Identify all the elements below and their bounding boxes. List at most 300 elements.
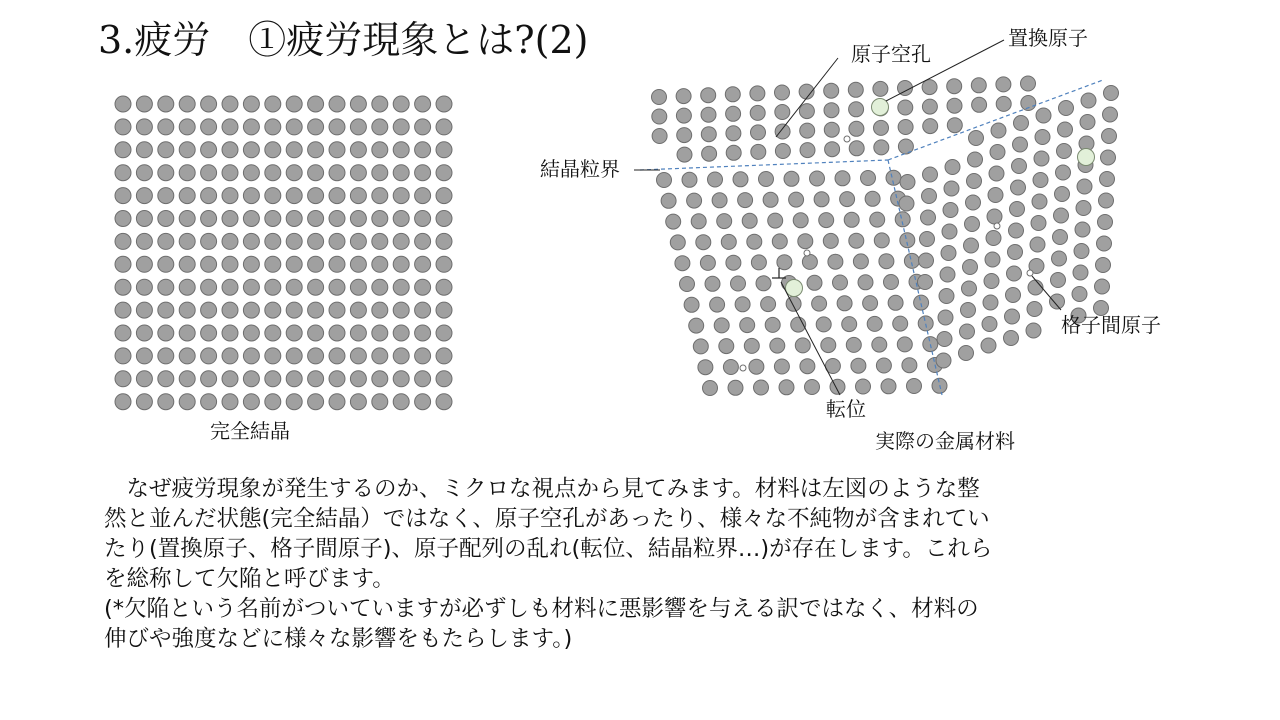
atom [329,233,345,249]
atom [415,165,431,181]
atom [1058,122,1073,137]
atom [922,99,937,114]
atom [844,212,859,227]
atom [201,211,217,227]
atom [947,118,962,133]
atom [870,212,885,227]
atom [1027,302,1042,317]
atom [201,348,217,364]
atom [775,124,790,139]
atom [1009,223,1024,238]
atom [1102,129,1117,144]
atom [436,371,452,387]
atom [840,192,855,207]
atom [1059,101,1074,116]
atom [158,348,174,364]
atom [393,211,409,227]
atom [308,233,324,249]
atom [947,98,962,113]
atom [329,211,345,227]
atom [243,371,259,387]
atom [393,302,409,318]
atom [436,279,452,295]
atom [393,96,409,112]
atom [1077,179,1092,194]
atom [286,279,302,295]
atom [415,119,431,135]
atom [1101,150,1116,165]
atom [807,275,822,290]
atom [1005,309,1020,324]
atom [1011,180,1026,195]
atom [988,188,1003,203]
atom [415,325,431,341]
atom [750,86,765,101]
atom [329,348,345,364]
atom [243,394,259,410]
atom [770,338,785,353]
perfect-crystal-lattice [115,96,452,410]
atom [1081,93,1096,108]
atom [1053,230,1068,245]
atom [723,360,738,375]
atom [329,142,345,158]
atom [661,193,676,208]
atom [923,119,938,134]
atom [996,77,1011,92]
atom [1010,202,1025,217]
atom [898,100,913,115]
atom [308,119,324,135]
atom [701,127,716,142]
atom [350,142,366,158]
atom [308,142,324,158]
atom [243,233,259,249]
atom [691,214,706,229]
atom [115,96,131,112]
atom [136,256,152,272]
atom [1008,245,1023,260]
atom [1054,208,1069,223]
atom [940,267,955,282]
atom [714,318,729,333]
atom [350,302,366,318]
atom [372,211,388,227]
atom [816,317,831,332]
atom [308,256,324,272]
atom [996,96,1011,111]
atom [286,188,302,204]
atom [937,332,952,347]
atom [846,337,861,352]
atom [350,279,366,295]
atom [115,165,131,181]
atom [824,103,839,118]
atom [136,371,152,387]
atom [243,302,259,318]
atom [350,371,366,387]
atom [960,324,975,339]
atom [265,142,281,158]
atom [725,87,740,102]
atom [750,105,765,120]
atom [965,217,980,232]
atom [810,171,825,186]
atom [777,255,792,270]
atom [765,317,780,332]
atom [415,233,431,249]
atom [828,254,843,269]
atom [329,165,345,181]
atom [768,213,783,228]
atom [265,188,281,204]
atom [733,172,748,187]
atom [179,96,195,112]
atom [286,394,302,410]
atom [964,238,979,253]
atom [830,379,845,394]
explanation-line: なぜ疲労現象が発生するのか、ミクロな視点から見てみます。材料は左図のような整 [104,476,980,502]
explanation-text [104,474,1174,654]
atom [222,256,238,272]
atom [115,256,131,272]
atom [222,371,238,387]
atom [702,146,717,161]
atom [158,142,174,158]
atom [179,211,195,227]
atom [372,348,388,364]
atom [415,188,431,204]
atom [329,371,345,387]
atom [1072,287,1087,302]
atom [393,142,409,158]
atom [984,274,999,289]
atom [265,348,281,364]
atom [652,90,667,105]
atom [749,359,764,374]
atom [1076,201,1091,216]
atom [286,325,302,341]
atom [286,302,302,318]
atom [941,246,956,261]
atom [824,122,839,137]
atom [874,140,889,155]
atom [201,233,217,249]
atom [701,88,716,103]
atom [393,325,409,341]
atom [243,325,259,341]
atom [943,203,958,218]
atom [921,210,936,225]
atom [814,192,829,207]
atom [136,302,152,318]
atom [179,279,195,295]
atom [243,211,259,227]
explanation-line: 然と並んだ状態(完全結晶）ではなく、原子空孔があったり、様々な不純物が含まれてい [104,506,990,532]
atom [415,394,431,410]
atom [179,165,195,181]
atom [136,348,152,364]
atom [436,142,452,158]
dislocation-label: 転位 [826,397,866,421]
atom [243,165,259,181]
atom [717,214,732,229]
atom [1074,244,1089,259]
atom [899,196,914,211]
atom [900,175,915,190]
atom [962,281,977,296]
atom [800,123,815,138]
atom [1103,107,1118,122]
atom [308,165,324,181]
atom [856,379,871,394]
atom [824,83,839,98]
atom [286,348,302,364]
atom [222,96,238,112]
atom [436,325,452,341]
atom [936,353,951,368]
atom [835,171,850,186]
atom [972,97,987,112]
atom [436,188,452,204]
atom [308,279,324,295]
atom [201,119,217,135]
atom [222,211,238,227]
atom [1026,323,1041,338]
atom [201,394,217,410]
atom [286,371,302,387]
atom [1095,279,1110,294]
atom [799,104,814,119]
atom [136,142,152,158]
atom [222,394,238,410]
atom [712,193,727,208]
atom [775,85,790,100]
atom [372,233,388,249]
atom [136,279,152,295]
atom [944,181,959,196]
substitutional-atom-label: 置換原子 [1008,26,1088,50]
atom [415,256,431,272]
atom [676,89,691,104]
atom [286,211,302,227]
interstitial-atom [1027,270,1033,276]
real-metal-lattice [652,76,1119,396]
atom [436,394,452,410]
atom [201,302,217,318]
atom [372,188,388,204]
atom [201,325,217,341]
atom [201,165,217,181]
atom [833,275,848,290]
explanation-line: を総称して欠陥と呼びます。 [104,566,395,592]
atom [115,325,131,341]
atom [728,380,743,395]
atom [858,275,873,290]
interstitial-atom [804,250,810,256]
atom [1050,294,1065,309]
atom [136,394,152,410]
atom [837,296,852,311]
atom [923,337,938,352]
atom [939,289,954,304]
atom [802,254,817,269]
atom [201,256,217,272]
atom [1057,144,1072,159]
atom [329,96,345,112]
atom [719,339,734,354]
atom [393,256,409,272]
atom [308,302,324,318]
atom [372,165,388,181]
atom [222,142,238,158]
atom [873,81,888,96]
atom [265,371,281,387]
atom [823,233,838,248]
atom [136,165,152,181]
atom [308,96,324,112]
atom [879,254,894,269]
atom [961,303,976,318]
atom [922,80,937,95]
atom [350,119,366,135]
atom [115,119,131,135]
atom [907,379,922,394]
atom [1028,280,1043,295]
atom [222,302,238,318]
atom [1006,288,1021,303]
atom [922,189,937,204]
atom [1012,159,1027,174]
atom [738,193,753,208]
atom [918,316,933,331]
atom [698,360,713,375]
atom [991,123,1006,138]
atom [115,394,131,410]
atom [350,188,366,204]
atom [136,233,152,249]
atom [243,256,259,272]
explanation-line: たり(置換原子、格子間原子)、原子配列の乱れ(転位、結晶粒界…)が存在します。これら [104,536,993,562]
atom [436,348,452,364]
atom [436,256,452,272]
atom [849,141,864,156]
atom [689,318,704,333]
atom [735,297,750,312]
atom [179,119,195,135]
atom [1104,86,1119,101]
atom [329,325,345,341]
atom [1034,151,1049,166]
atom [1021,76,1036,91]
atom [863,296,878,311]
atom [981,338,996,353]
atom [201,279,217,295]
atom [751,255,766,270]
substitutional-atom [872,99,889,116]
atom [881,379,896,394]
atom [415,348,431,364]
atom [684,297,699,312]
atom [700,255,715,270]
atom [201,142,217,158]
atom [350,394,366,410]
atom [1073,265,1088,280]
atom [350,233,366,249]
atom [158,302,174,318]
atom [415,302,431,318]
atom [795,338,810,353]
slide-title: 3.疲労 ①疲労現象とは?(2) [98,18,589,62]
atom [1035,130,1050,145]
atom [721,234,736,249]
vacancy-label: 原子空孔 [851,42,931,66]
atom [710,297,725,312]
atom [1007,266,1022,281]
atom [701,107,716,122]
atom [761,297,776,312]
atom [1013,137,1028,152]
atom [985,252,1000,267]
atom [1097,236,1112,251]
atom [136,188,152,204]
atom [867,316,882,331]
atom [436,233,452,249]
atom [436,96,452,112]
atom [115,348,131,364]
atom [115,279,131,295]
atom [393,279,409,295]
atom [115,211,131,227]
atom [179,394,195,410]
atom [708,172,723,187]
atom [798,234,813,249]
atom [923,167,938,182]
atom [938,310,953,325]
atom [744,338,759,353]
explanation-line: 伸びや強度などに様々な影響をもたらします。) [104,626,573,652]
atom [696,235,711,250]
atom [308,188,324,204]
atom [286,96,302,112]
atom [115,233,131,249]
atom [751,125,766,140]
atom [329,119,345,135]
atom [350,96,366,112]
interstitial-atom [994,223,1000,229]
atom [222,165,238,181]
atom [677,147,692,162]
atom [286,119,302,135]
atom [415,142,431,158]
atom [350,165,366,181]
atom [920,232,935,247]
atom [775,144,790,159]
atom [329,279,345,295]
atom [676,108,691,123]
atom [705,276,720,291]
atom [201,96,217,112]
perfect-crystal-caption: 完全結晶 [210,419,290,443]
atom [754,380,769,395]
atom [1098,215,1113,230]
atom [876,358,891,373]
atom [821,338,836,353]
atom [115,142,131,158]
atom [657,173,672,188]
atom [436,165,452,181]
atom [286,256,302,272]
